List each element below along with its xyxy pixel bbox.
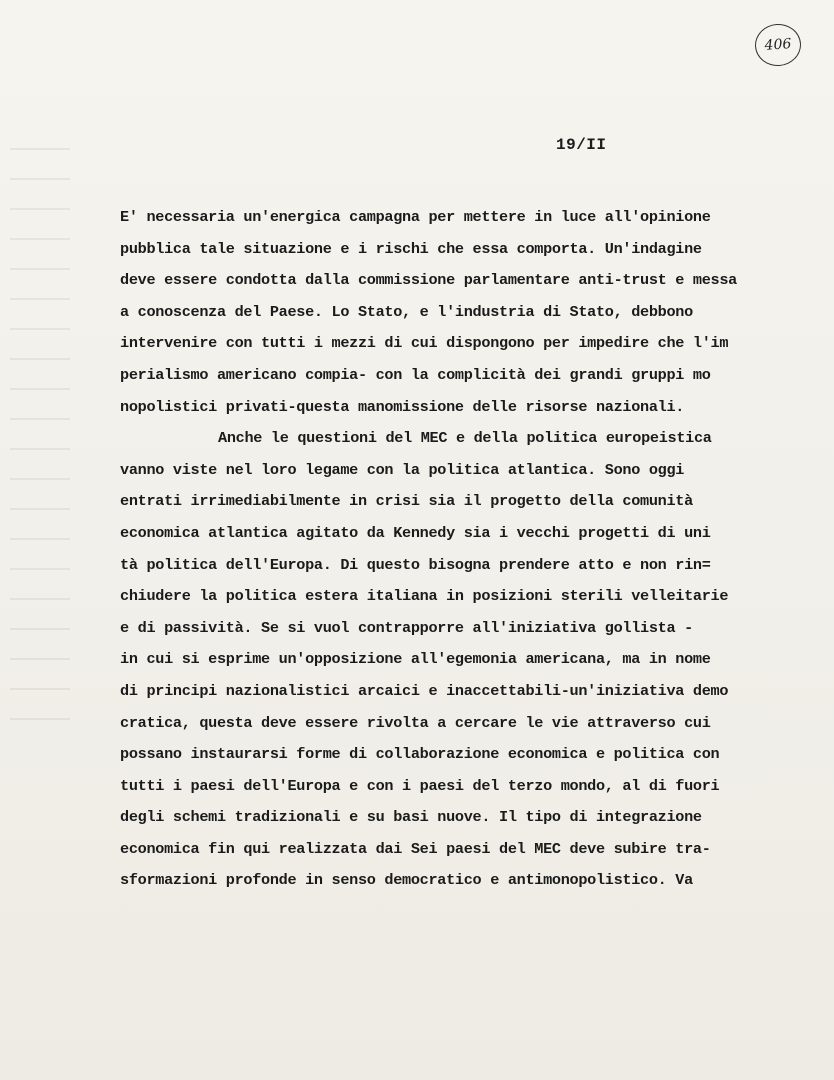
text-line: vanno viste nel loro legame con la politica atlantica. Sono oggi bbox=[120, 460, 685, 479]
text-line: entrati irrimediabilmente in crisi sia il progetto della comunità bbox=[120, 492, 693, 511]
text-line: sformazioni profonde in senso democratico e antimonopolistico. Va bbox=[120, 871, 693, 890]
text-line: e di passività. Se si vuol contrapporre all'iniziativa gollista - bbox=[120, 618, 693, 637]
text-line: economica fin qui realizzata dai Sei paesi del MEC deve subire tra- bbox=[120, 839, 711, 858]
page-number: 19/II bbox=[556, 136, 607, 154]
handwritten-page-stamp bbox=[754, 22, 803, 67]
paragraph-start-line: Anche le questioni del MEC e della politica europeistica bbox=[218, 429, 712, 448]
text-line: nopolistici privati-questa manomissione delle risorse nazionali. bbox=[120, 397, 685, 416]
text-line: degli schemi tradizionali e su basi nuove. Il tipo di integrazione bbox=[120, 808, 702, 827]
text-line: possano instaurarsi forme di collaborazione economica e politica con bbox=[120, 745, 720, 764]
page-stamp-number: 406 bbox=[764, 36, 792, 54]
show-through-shadow bbox=[10, 120, 70, 720]
text-line: deve essere condotta dalla commissione parlamentare anti-trust e messa bbox=[120, 271, 737, 290]
text-line: tutti i paesi dell'Europa e con i paesi del terzo mondo, al di fuori bbox=[120, 776, 720, 795]
text-line: tà politica dell'Europa. Di questo bisogna prendere atto e non rin= bbox=[120, 555, 711, 574]
text-line: economica atlantica agitato da Kennedy sia i vecchi progetti di uni bbox=[120, 523, 711, 542]
text-line: perialismo americano compia- con la complicità dei grandi gruppi mo bbox=[120, 365, 711, 384]
text-line: a conoscenza del Paese. Lo Stato, e l'industria di Stato, debbono bbox=[120, 302, 693, 321]
text-line: pubblica tale situazione e i rischi che essa comporta. Un'indagine bbox=[120, 239, 702, 258]
body-text bbox=[120, 202, 800, 897]
text-line: intervenire con tutti i mezzi di cui dispongono per impedire che l'im bbox=[120, 334, 729, 353]
text-line: chiudere la politica estera italiana in posizioni sterili velleitarie bbox=[120, 587, 729, 606]
text-line: in cui si esprime un'opposizione all'egemonia americana, ma in nome bbox=[120, 650, 711, 669]
text-line: di principi nazionalistici arcaici e inaccettabili-un'iniziativa demo bbox=[120, 681, 729, 700]
text-line: cratica, questa deve essere rivolta a cercare le vie attraverso cui bbox=[120, 713, 711, 732]
text-line: E' necessaria un'energica campagna per mettere in luce all'opinione bbox=[120, 208, 711, 226]
